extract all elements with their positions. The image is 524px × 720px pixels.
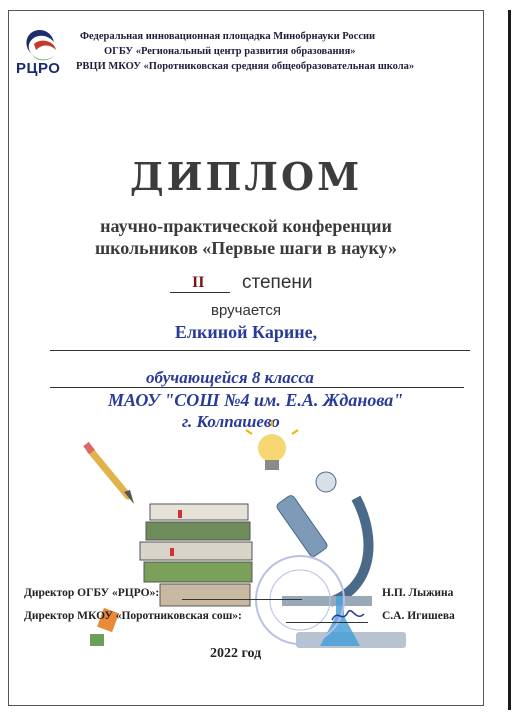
school-name: МАОУ "СОШ №4 им. Е.А. Жданова"	[108, 390, 404, 410]
degree-blank-line	[170, 292, 230, 293]
pencil-icon	[86, 444, 134, 504]
degree-row	[170, 272, 370, 298]
director2-name: С.А. Игишева	[382, 610, 455, 622]
awarded-text: вручается	[211, 302, 281, 319]
subtitle-line-2: школьников «Первые шаги в науку»	[94, 238, 398, 258]
degree-value: II	[192, 274, 205, 291]
lightbulb-icon	[246, 420, 298, 470]
director1-label: Директор ОГБУ «РЦРО»:	[24, 587, 160, 599]
scan-edge	[508, 10, 511, 710]
degree-word: степени	[242, 272, 313, 293]
director2-label: Директор МКОУ «Поротниковская сош»:	[24, 610, 242, 622]
city-name: г. Колпашево	[182, 412, 280, 431]
diploma-title: ДИПЛОМ	[129, 154, 363, 199]
director1-name: Н.П. Лыжина	[382, 587, 454, 599]
logo-text: РЦРО	[16, 60, 61, 77]
subtitle-line-1: научно-практической конференции	[100, 216, 392, 236]
header-line-1: Федеральная инновационная площадка Минобрнауки России	[80, 31, 376, 42]
student-underline	[50, 387, 464, 388]
header-line-2: ОГБУ «Региональный центр развития образования»	[104, 46, 356, 57]
recipient-name: Елкиной Карине,	[174, 322, 318, 342]
student-line: обучающейся 8 класса	[146, 368, 314, 387]
recipient-underline	[50, 350, 470, 351]
signature-scribble-icon	[330, 604, 370, 626]
director1-signature-line	[182, 599, 302, 600]
header-line-3: РВЦИ МКОУ «Поротниковская средняя общеобразовательная школа»	[76, 61, 415, 72]
footer-year: 2022 год	[210, 646, 262, 661]
